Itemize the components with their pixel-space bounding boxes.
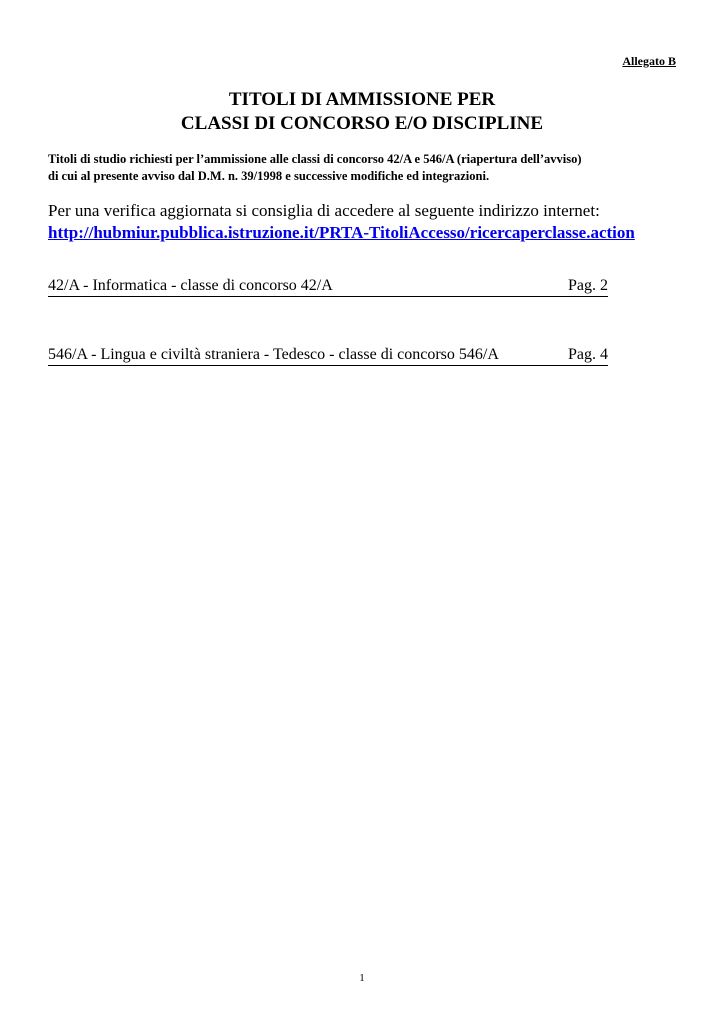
reference-link[interactable]: http://hubmiur.pubblica.istruzione.it/PRTA-TitoliAccesso/ricercaperclasse.action [48, 223, 635, 242]
toc-entry-42a[interactable] [48, 276, 608, 297]
intro-line-1: Titoli di studio richiesti per l’ammissione alle classi di concorso 42/A e 546/A (riapertura dell’avviso) [48, 152, 582, 166]
toc-entry-page: Pag. 2 [568, 277, 608, 294]
page-number: 1 [359, 972, 365, 984]
toc-entry-page: Pag. 4 [568, 346, 608, 363]
document-title-line-2: CLASSI DI CONCORSO E/O DISCIPLINE [180, 113, 544, 134]
toc-entry-label: 42/A - Informatica - classe di concorso 42/A [48, 277, 333, 294]
toc-entry-label: 546/A - Lingua e civiltà straniera - Tedesco - classe di concorso 546/A [48, 346, 499, 363]
document-title [0, 88, 724, 136]
advice-text: Per una verifica aggiornata si consiglia di accedere al seguente indirizzo internet: [48, 201, 600, 220]
toc-entry-546a[interactable] [48, 345, 608, 366]
intro-paragraph [48, 151, 680, 185]
document-title-line-1: TITOLI DI AMMISSIONE PER [228, 89, 496, 110]
intro-line-2: di cui al presente avviso dal D.M. n. 39/1998 e successive modifiche ed integrazioni. [48, 169, 490, 183]
annex-label: Allegato B [622, 54, 676, 68]
